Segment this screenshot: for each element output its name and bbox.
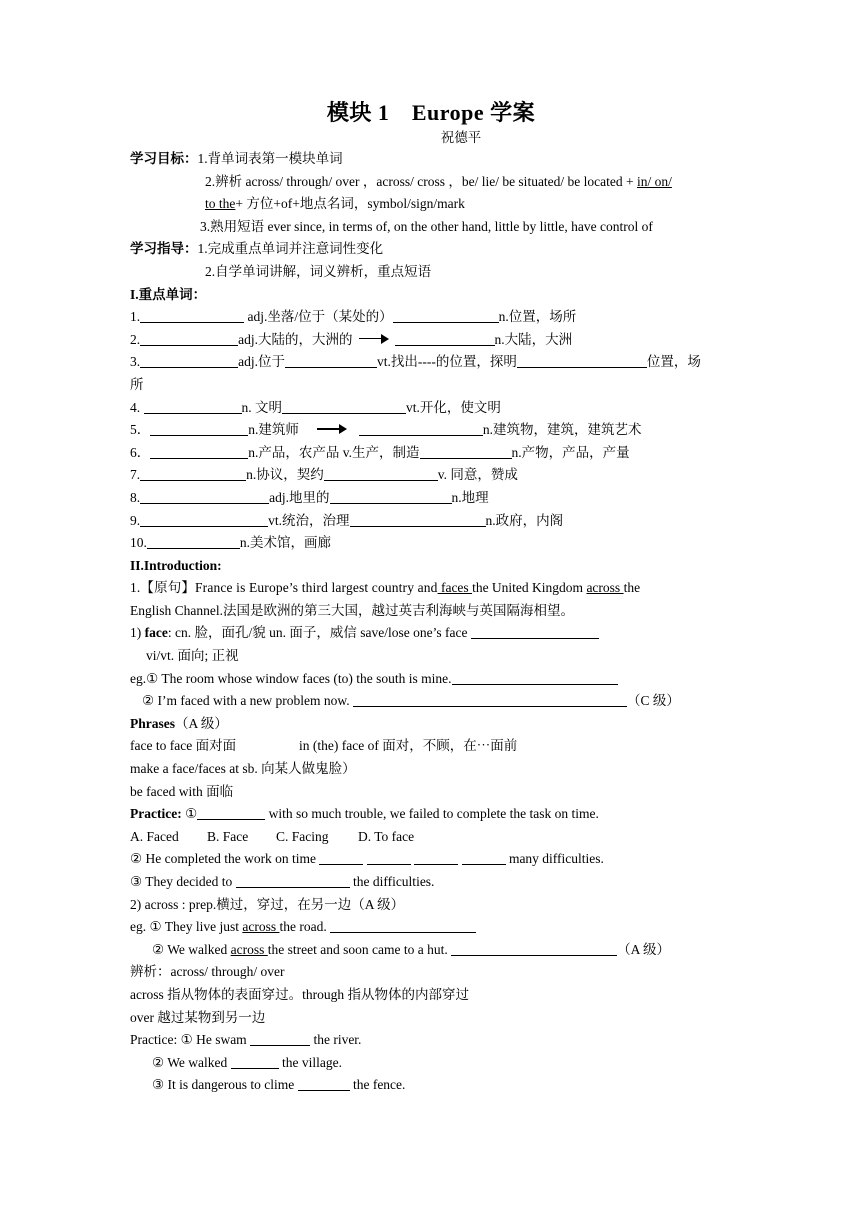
underlined-word-faces: faces [437,580,473,596]
phrase-line-2: make a face/faces at sb. 向某人做鬼脸） [130,761,356,777]
practice-text: with so much trouble, we failed to complete the task on time. [265,806,599,822]
goals-label: 学习目标： [130,151,198,166]
page-title: 模块 1 Europe 学案 [326,100,536,125]
guide-label: 学习指导： [130,241,198,257]
underlined-word-across: across [242,919,280,935]
row-number: 3. [130,354,141,370]
row-number: 7. [130,467,141,483]
phrase-line-3: be faced with 面临 [130,783,234,799]
vocab-text: v. 同意，赞成 [437,467,518,483]
row-number: 9. [130,512,141,528]
keyword-face: face [144,625,168,641]
goal-item-2b-underlined: to the [205,196,236,212]
distinction-line-2: over 越过某物到另一边 [130,1009,266,1025]
goal-line-2 [130,171,732,194]
answer-blank[interactable] [451,941,617,956]
answer-blank[interactable] [367,850,411,865]
guide-line-2 [130,261,732,284]
row-number: 6． [130,444,151,460]
vocab-row-1 [130,306,732,329]
answer-blank[interactable] [462,850,506,865]
example-text: eg. ① They live just [130,919,243,935]
goal-item-1: 1.背单词表第一模块单词 [197,151,343,166]
vocab-row-7 [130,464,732,487]
vocab-row-5 [130,419,732,442]
across-definition: 2) across : prep.横过，穿过，在另一边（A 级） [130,896,405,912]
answer-blank[interactable] [140,489,269,504]
vocab-text: n.美术馆，画廊 [239,535,331,551]
original-sentence: the [623,580,641,596]
practice-across-3 [130,1074,732,1097]
answer-blank[interactable] [150,421,248,436]
example-text: ② I’m faced with a new problem now. [142,693,354,709]
answer-blank[interactable] [414,850,458,865]
answer-blank[interactable] [236,873,350,888]
vocab-text: 所 [130,376,144,392]
practice-text: the fence. [349,1077,406,1093]
original-sentence-line-2: English Channel.法国是欧洲的第三大国，越过英吉利海峡与英国隔海相望。 [130,602,574,618]
answer-blank[interactable] [197,805,265,820]
vocab-row-6 [130,442,732,465]
goal-item-2: 2.辨析 across/ through/ over ，across/ cross ，be/ lie/ be situated/ be located + [205,173,638,189]
goal-item-2b: + 方位+of+地点名词，symbol/sign/mark [235,196,465,212]
answer-blank[interactable] [330,489,452,504]
guide-item-1: 1.完成重点单词并注意词性变化 [197,241,384,257]
answer-blank[interactable] [395,331,495,346]
guide-line-1 [130,238,732,261]
answer-blank[interactable] [319,850,363,865]
practice-text: ② He completed the work on time [130,851,320,867]
goal-line-3 [130,216,732,239]
example-text: ② We walked [152,941,231,957]
answer-blank[interactable] [140,353,238,368]
original-sentence: 1.【原句】France is Europe’s third largest country and [130,580,438,596]
practice-text: Practice: ① He swam [130,1032,251,1048]
vocab-text: 位置，场 [646,354,701,370]
vocab-row-4 [130,397,732,420]
answer-blank[interactable] [231,1054,279,1069]
vocab-text: n.产物，产品，产量 [511,444,630,460]
practice-text: ② We walked [152,1054,231,1070]
answer-blank[interactable] [353,692,627,707]
practice-2 [130,848,732,871]
goal-line-2b [130,193,732,216]
practice-text: the village. [278,1054,342,1070]
goal-item-3: 3.熟用短语 ever since, in terms of, on the other hand, little by little, have control of [200,218,653,234]
answer-blank[interactable] [144,399,242,414]
phrase-text: in (the) face of 面对，不顾，在⋯面前 [299,738,518,754]
practice-text: many difficulties. [505,851,604,867]
vocab-text: n.建筑物，建筑，建筑艺术 [482,422,642,438]
answer-blank[interactable] [517,353,647,368]
option-a[interactable]: A. Faced [130,828,179,844]
definition-text: : cn. 脸，面孔/貌 un. 面子，威信 save/lose one’s face [167,625,471,641]
phrases-heading [130,713,732,736]
answer-blank[interactable] [140,512,268,527]
intro-heading: II.Introduction: [130,557,222,573]
practice-1 [130,803,732,826]
vocab-heading: I.重点单词： [130,286,207,302]
face-definition-verb: vi/vt. 面向; 正视 [146,648,239,664]
vocab-text: vt.开化，使文明 [406,399,501,415]
example-text: the road. [279,919,331,935]
author-name: 祝德平 [440,130,482,145]
item-number: 1) [130,625,145,641]
answer-blank[interactable] [147,534,240,549]
answer-blank[interactable] [350,512,486,527]
practice-text: the river. [310,1032,362,1048]
level-label: （C 级） [627,693,680,709]
face-definition [130,622,732,645]
practice-label: Practice: [130,806,182,822]
vocab-row-3-cont [130,374,732,397]
example-text: eg.① The room whose window faces (to) the south is mine. [130,670,452,686]
answer-blank[interactable] [282,399,406,414]
practice-text: ③ They decided to [130,874,236,889]
answer-blank[interactable] [452,670,618,685]
example-1 [130,668,732,691]
option-c[interactable]: C. Facing [276,828,329,844]
right-arrow-icon [317,424,347,434]
phrase-text: face to face 面对面 [130,738,237,754]
vocab-text: vt.统治，治理 [268,512,350,528]
answer-blank[interactable] [471,624,599,639]
answer-blank[interactable] [420,444,512,459]
practice-across-2 [130,1052,732,1075]
vocab-row-9 [130,510,732,533]
guide-item-2: 2.自学单词讲解，词义辨析，重点短语 [205,263,432,279]
vocab-text: adj.大陆的，大洲的 [238,331,353,347]
row-number: 5． [130,422,151,438]
right-arrow-icon [359,334,389,344]
distinction-heading: 辨析：across/ through/ over [130,964,285,980]
vocab-text: n.地理 [451,489,489,505]
phrase-line-1 [130,735,732,758]
answer-blank[interactable] [285,353,377,368]
vocab-row-2 [130,329,732,352]
vocab-text: n.建筑师 [248,422,299,438]
vocab-text: n.大陆，大洲 [494,331,573,347]
answer-blank[interactable] [359,421,483,436]
vocab-text: n.政府，内阁 [485,512,564,528]
vocab-text: adj.位于 [238,354,285,370]
underlined-word-across: across [586,580,624,596]
vocab-text: n.产品，农产品 v.生产，制造 [248,444,420,460]
practice-text: ③ It is dangerous to clime [152,1077,298,1093]
underlined-word-across: across [230,941,268,957]
answer-blank[interactable] [140,308,244,323]
row-number: 8. [130,489,141,505]
answer-blank[interactable] [250,1031,310,1046]
practice-3 [130,871,732,894]
row-number: 1. [130,309,141,325]
vocab-text: adj.地里的 [269,489,330,505]
answer-blank[interactable] [150,444,248,459]
answer-blank[interactable] [330,918,476,933]
original-sentence: the United Kingdom [472,580,587,596]
across-example-2 [130,939,732,962]
vocab-row-8 [130,487,732,510]
vocab-text: adj.坐落/位于（某处的） [244,309,393,325]
row-number: 2. [130,331,141,347]
across-example-1 [130,916,732,939]
option-b[interactable]: B. Face [207,828,249,844]
row-number: 10. [130,535,147,551]
row-number: 4. [130,399,144,415]
level-label: （A 级） [617,941,670,957]
option-d[interactable]: D. To face [358,828,415,844]
worksheet-page [130,98,732,1097]
phrases-label: Phrases [130,715,175,731]
practice-text: the difficulties. [349,874,435,889]
practice-across-1 [130,1029,732,1052]
vocab-text: n.协议，契约 [246,467,324,483]
answer-blank[interactable] [393,308,499,323]
answer-blank[interactable] [140,331,238,346]
vocab-text: n.位置，场所 [498,309,577,325]
original-sentence-line-1 [130,577,732,600]
goal-line-1 [130,148,732,171]
practice-number: ① [181,806,198,822]
level-label: （A 级） [175,715,228,731]
goal-item-2-underlined: in/ on/ [637,173,672,189]
answer-blank[interactable] [298,1076,350,1091]
vocab-row-3 [130,351,732,374]
example-text: the street and soon came to a hut. [267,941,452,957]
distinction-line-1: across 指从物体的表面穿过。through 指从物体的内部穿过 [130,986,469,1002]
answer-blank[interactable] [324,466,438,481]
practice-options [130,826,732,849]
vocab-text: vt.找出----的位置，探明 [377,354,517,370]
answer-blank[interactable] [140,466,246,481]
example-2 [130,690,732,713]
vocab-row-10 [130,532,732,555]
vocab-text: n. 文明 [241,399,282,415]
